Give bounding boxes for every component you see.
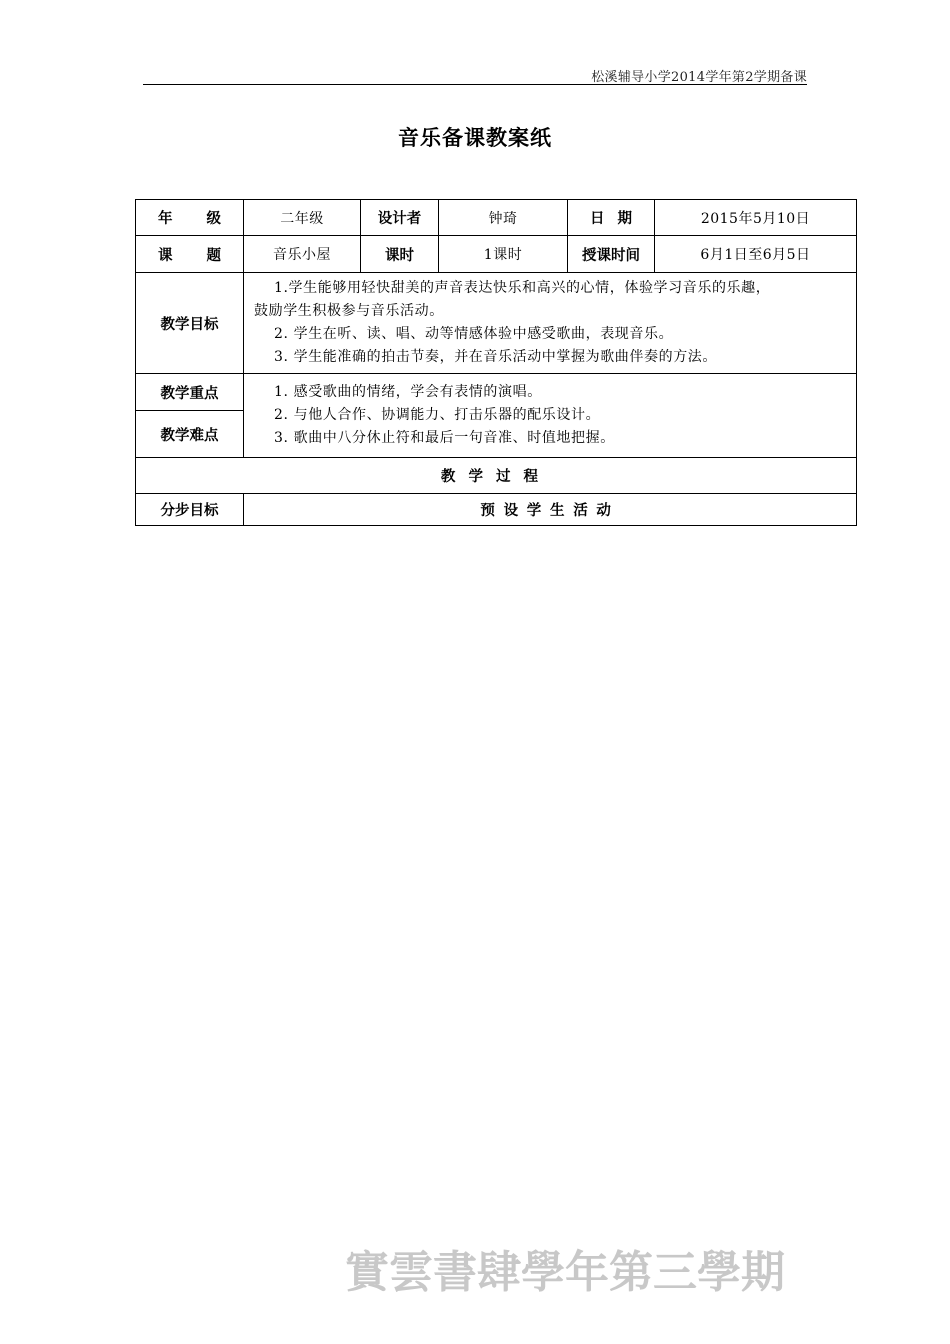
row-process-heading bbox=[136, 458, 857, 494]
goal-line: 1.学生能够用轻快甜美的声音表达快乐和高兴的心情，体验学习音乐的乐趣， bbox=[274, 280, 771, 296]
topic-label-b: 题 bbox=[206, 247, 221, 264]
goal-line: 2. 学生在听、读、唱、动等情感体验中感受歌曲，表现音乐。 bbox=[274, 326, 674, 342]
key-point-line: 1. 感受歌曲的情绪，学会有表情的演唱。 bbox=[274, 384, 542, 400]
date-value: 2015年5月10日 bbox=[655, 200, 857, 236]
goals-content bbox=[244, 273, 857, 374]
row-goals bbox=[136, 273, 857, 374]
topic-label-cell bbox=[136, 236, 244, 273]
watermark-stamp: 實雲書肆學年第三學期 bbox=[345, 1247, 785, 1298]
grade-label-b: 级 bbox=[206, 211, 221, 227]
activity-label-cell bbox=[244, 494, 857, 526]
hours-value: 1课时 bbox=[439, 236, 568, 273]
date-label-a: 日 bbox=[590, 211, 605, 227]
key-point-line: 3. 歌曲中八分休止符和最后一句音准、时值地把握。 bbox=[274, 430, 615, 446]
date-label-b: 期 bbox=[617, 211, 632, 227]
row-process-columns bbox=[136, 494, 857, 526]
designer-value: 钟琦 bbox=[439, 200, 568, 236]
topic-label-a: 课 bbox=[158, 247, 173, 264]
teach-time-label: 授课时间 bbox=[568, 236, 655, 273]
row-topic bbox=[136, 236, 857, 273]
document-title: 音乐备课教案纸 bbox=[398, 126, 552, 150]
grade-label-cell bbox=[136, 200, 244, 236]
grade-value: 二年级 bbox=[244, 200, 361, 236]
process-heading bbox=[136, 458, 857, 494]
process-heading-text: 教学过程 bbox=[440, 469, 552, 485]
teach-time-value: 6月1日至6月5日 bbox=[655, 236, 857, 273]
row-key-points bbox=[136, 374, 857, 411]
key-point-line: 2. 与他人合作、协调能力、打击乐器的配乐设计。 bbox=[274, 407, 601, 423]
goal-line: 鼓励学生积极参与音乐活动。 bbox=[254, 303, 444, 319]
difficult-points-label: 教学难点 bbox=[136, 411, 244, 458]
designer-label: 设计者 bbox=[361, 200, 439, 236]
header-school-term: 松溪辅导小学2014学年第2学期备课 bbox=[591, 70, 807, 85]
key-points-label: 教学重点 bbox=[136, 374, 244, 411]
step-goal-label: 分步目标 bbox=[136, 494, 244, 526]
key-points-content bbox=[244, 374, 857, 458]
grade-label-a: 年 bbox=[158, 211, 173, 227]
row-grade bbox=[136, 200, 857, 236]
goal-line: 3. 学生能准确的拍击节奏，并在音乐活动中掌握为歌曲伴奏的方法。 bbox=[274, 349, 718, 365]
topic-value: 音乐小屋 bbox=[244, 236, 361, 273]
header-rule bbox=[143, 84, 807, 85]
hours-label: 课时 bbox=[361, 236, 439, 273]
activity-label: 预设学生活动 bbox=[480, 503, 620, 519]
goals-label: 教学目标 bbox=[136, 273, 244, 374]
lesson-plan-table bbox=[135, 199, 857, 526]
date-label-cell bbox=[568, 200, 655, 236]
